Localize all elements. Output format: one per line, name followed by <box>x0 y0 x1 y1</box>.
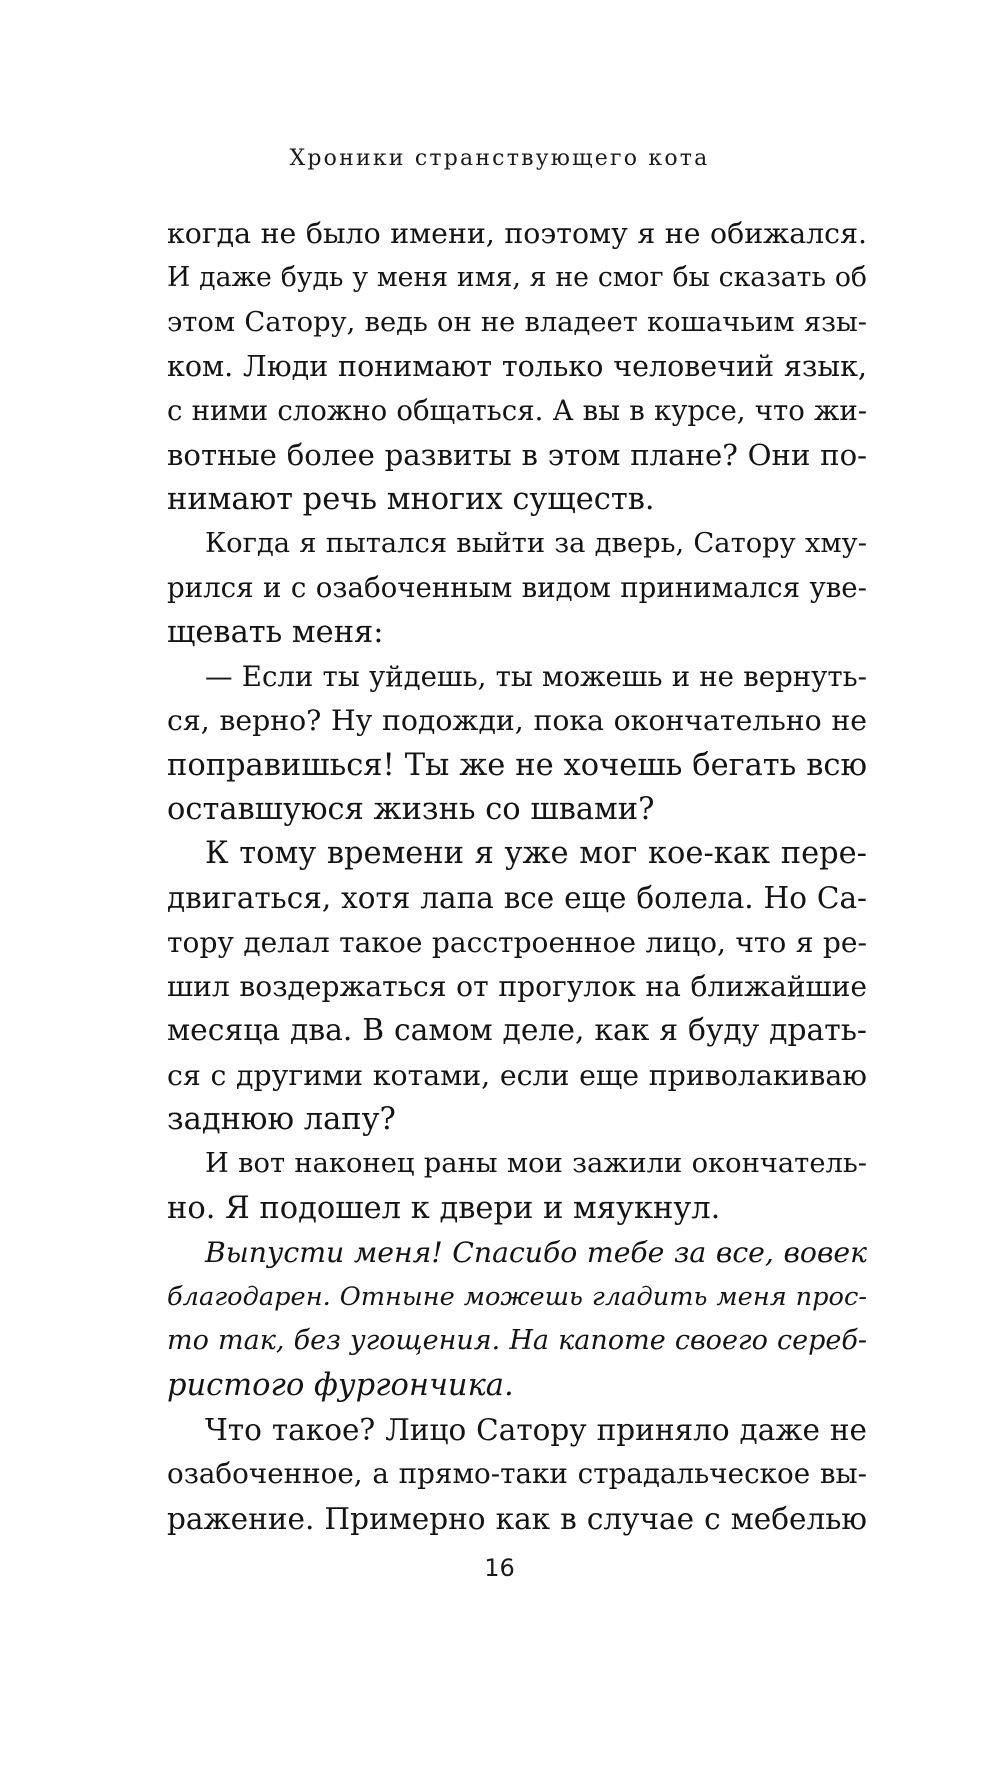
text-line: двигаться, хотя лапа все еще болела. Но Са- <box>167 881 867 916</box>
text-line: Что такое? Лицо Сатору приняло даже не <box>205 1413 867 1448</box>
text-line: вотные более развиты в этом плане? Они по- <box>167 438 867 473</box>
text-line: тору делал такое расстроенное лицо, что я ре- <box>167 925 867 959</box>
text-line: ком. Люди понимают только человечий язык, <box>167 349 867 383</box>
text-line: озабоченное, а прямо-таки страдальческое вы- <box>167 1457 867 1491</box>
text-line: шил воздержаться от прогулок на ближайшие <box>167 970 867 1004</box>
text-line: рился и с озабоченным видом принимался уве- <box>167 571 867 605</box>
text-line: К тому времени я уже мог кое-как пере- <box>205 836 867 872</box>
text-line: И даже будь у меня имя, я не смог бы сказать об <box>167 262 867 294</box>
text-line: но. Я подошел к двери и мяукнул. <box>167 1190 721 1226</box>
text-line: Когда я пытался выйти за дверь, Сатору хму- <box>205 528 867 560</box>
text-line: с ними сложно общаться. А вы в курсе, что жи- <box>167 395 867 428</box>
text-line: ся с другими котами, если еще приволакиваю <box>167 1058 867 1092</box>
body-text <box>167 212 867 1541</box>
text-line: И вот наконец раны мои зажили окончатель- <box>205 1148 867 1180</box>
dialogue-line: ся, верно? Ну подожди, пока окончательно не <box>167 704 867 738</box>
text-line: ражение. Примерно как в случае с мебелью <box>167 1501 867 1536</box>
text-line: щевать меня: <box>167 614 384 650</box>
text-line: заднюю лапу? <box>167 1101 396 1137</box>
italic-thought-line: ристого фургончика. <box>167 1367 514 1403</box>
dialogue-line: — Если ты уйдешь, ты можешь и не вернуть- <box>205 659 867 693</box>
running-header: Хроники странствующего кота <box>289 146 710 171</box>
text-line: когда не было имени, поэтому я не обижался. <box>167 217 867 250</box>
text-line: нимают речь многих существ. <box>167 481 655 517</box>
italic-thought-line: то так, без угощения. На капоте своего сереб- <box>167 1325 867 1357</box>
dialogue-line: оставшуюся жизнь со швами? <box>167 791 655 827</box>
dialogue-line: поправишься! Ты же не хочешь бегать всю <box>167 747 867 783</box>
italic-thought-line: благодарен. Отныне можешь гладить меня прос- <box>167 1282 867 1313</box>
italic-thought-line: Выпусти меня! Спасибо тебе за все, вовек <box>205 1235 867 1269</box>
text-line: месяца два. В самом деле, как я буду драть- <box>167 1013 867 1049</box>
page-number: 16 <box>484 1554 515 1582</box>
text-line: этом Сатору, ведь он не владеет кошачьим язы- <box>167 306 867 338</box>
